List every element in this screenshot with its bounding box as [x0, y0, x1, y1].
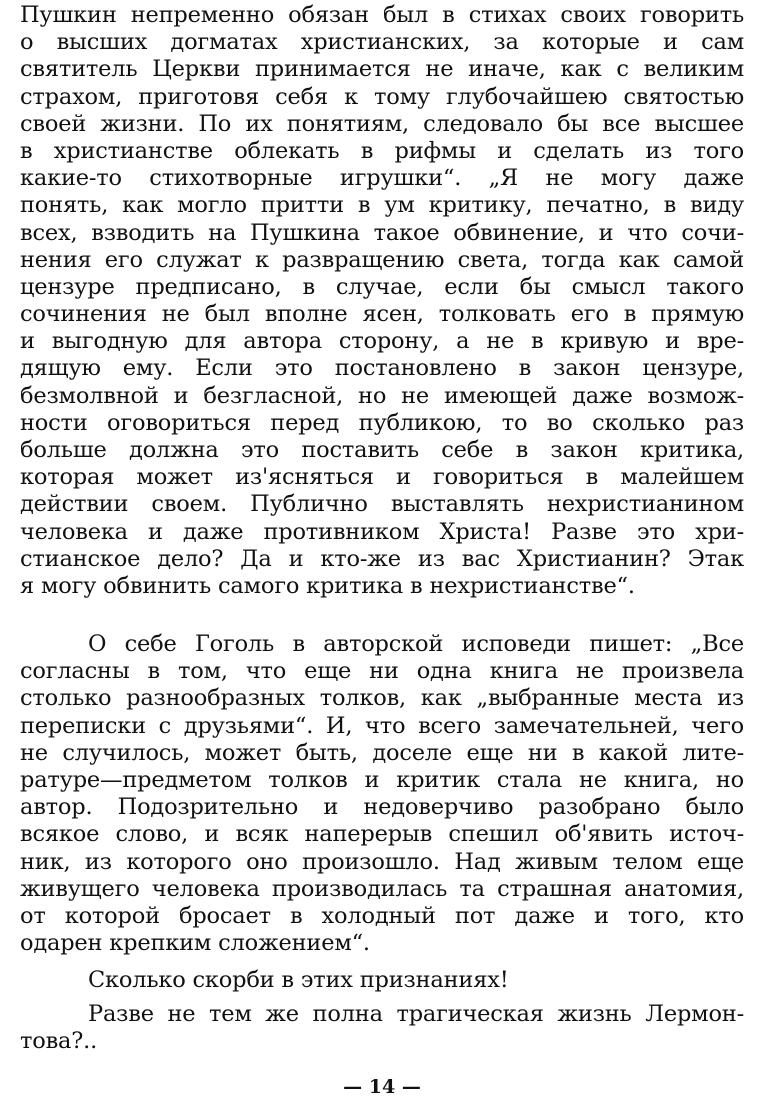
text-line: безмолвной и безгласной, но не имеющей даже возмож- — [20, 382, 744, 409]
text-line: о высших догматах христианских, за которые и сам — [20, 29, 744, 56]
page-number: — 14 — — [343, 1076, 421, 1098]
text-line: святитель Церкви принимается не иначе, как с великим — [20, 56, 744, 83]
text-line: столько разнообразных толков, как „выбранные места из — [20, 685, 744, 712]
text-line: в христианстве облекать в рифмы и сделать из того — [20, 137, 744, 164]
text-line: я могу обвинить самого критика в нехристианстве“. — [20, 572, 635, 599]
text-line: своей жизни. По их понятиям, следовало бы все высшее — [20, 110, 744, 137]
paragraph-sorrow — [20, 967, 744, 994]
text-line: сочинения не был вполне ясен, толковать его в прямую — [20, 301, 744, 328]
text-line: от которой бросает в холодный пот даже и того, кто — [20, 902, 744, 929]
text-line: това?.. — [20, 1028, 98, 1055]
text-line: ник, из которого оно произошло. Над живым телом еще — [20, 848, 744, 875]
text-line: одарен крепким сложением“. — [20, 930, 370, 957]
text-line: человека и даже противником Христа! Разве это хри- — [20, 518, 744, 545]
text-line: всякое слово, и всяк наперерыв спешил об'явить источ- — [20, 821, 744, 848]
text-line: понять, как могло притти в ум критику, печатно, в виду — [20, 192, 744, 219]
text-line: дящую ему. Если это постановлено в закон цензуре, — [20, 355, 744, 382]
text-line: страхом, приготовя себя к тому глубочайшею святостью — [20, 83, 744, 110]
text-line: действии своем. Публично выставлять нехристианином — [20, 491, 744, 518]
text-line: автор. Подозрительно и недоверчиво разобрано было — [20, 794, 744, 821]
text-line: не случилось, может быть, доселе еще ни в какой лите- — [20, 739, 744, 766]
text-line: О себе Гоголь в авторской исповеди пишет: „Все — [88, 631, 744, 657]
text-line: нения его служат к развращению света, тогда как самой — [20, 246, 744, 273]
text-line: которая может из'ясняться и говориться в малейшем — [20, 464, 744, 491]
text-line: больше должна это поставить себе в закон критика, — [20, 437, 744, 463]
text-line: переписки с друзьями“. И, что всего замечательней, чего — [20, 712, 744, 739]
text-line: и выгодную для автора сторону, а не в кривую и вре- — [20, 328, 744, 355]
text-line: всех, взводить на Пушкина такое обвинение, и что сочи- — [20, 219, 744, 246]
paragraph-lermontov — [20, 1001, 744, 1055]
text-line: ности оговориться перед публикою, то во сколько раз — [20, 409, 744, 436]
text-line: живущего человека производилась та страшная анатомия, — [20, 875, 744, 902]
text-line: Сколько скорби в этих признаниях! — [88, 967, 509, 993]
paragraph-gogol-confession — [20, 631, 744, 957]
text-line: ратуре—предметом толков и критик стала не книга, но — [20, 766, 744, 793]
text-line: стианское дело? Да и кто-же из вас Христианин? Этак — [20, 545, 744, 572]
text-line: согласны в том, что еще ни одна книга не произвела — [20, 658, 744, 685]
text-line: Разве не тем же полна трагическая жизнь Лермон- — [88, 1001, 744, 1027]
text-line: цензуре предписано, в случае, если бы смысл такого — [20, 273, 744, 300]
text-line: какие-то стихотворные игрушки“. „Я не могу даже — [20, 165, 744, 192]
paragraph-pushkin-critique — [20, 2, 744, 600]
text-line: Пушкин непременно обязан был в стихах своих говорить — [20, 2, 744, 28]
